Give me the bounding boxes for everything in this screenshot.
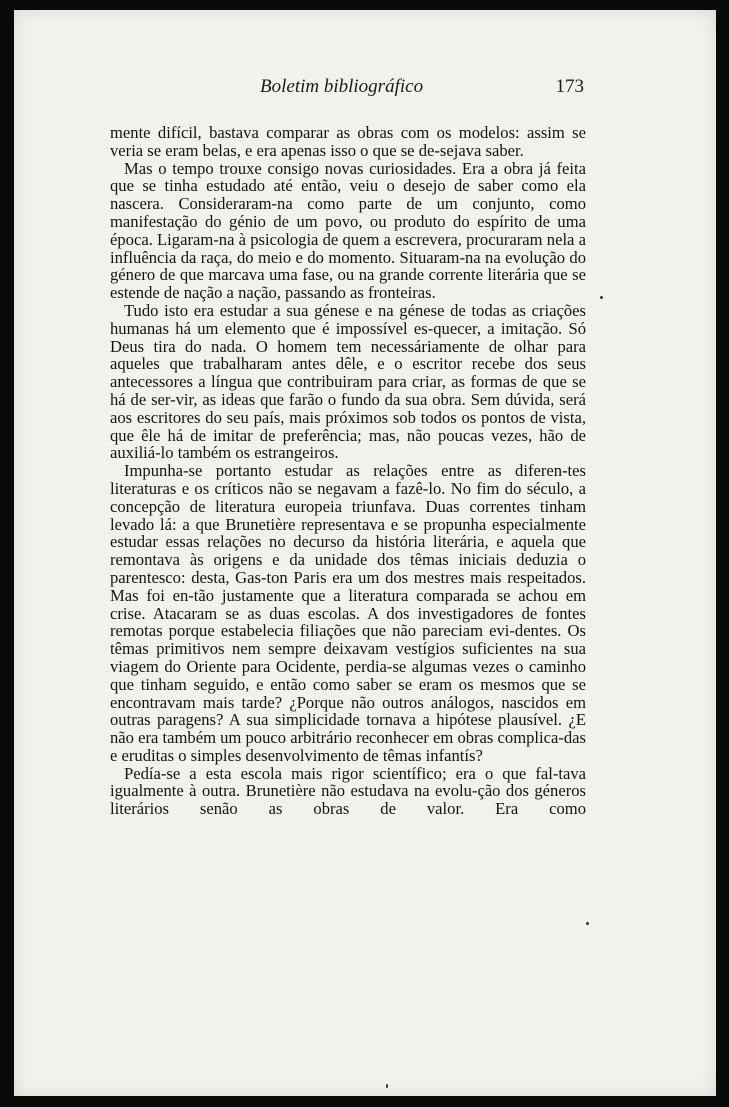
running-title: Boletim bibliográfico [260,76,424,97]
paragraph-2: Mas o tempo trouxe consigo novas curiosidades. Era a obra já feita que se tinha estudado até então, veiu o desejo de saber como ela nascera. Consideraram-na como parte de um conjunto, como manifestação do génio de um povo, ou produto do espírito de uma época. Ligaram-na à psicologia de quem a escrevera, procuraram nela a influência da raça, do meio e do momento. Situaram-na na evolução do género de que marcava uma fase, ou na grande corrente literária que se estende de nação a nação, passando as fronteiras. [110,158,586,303]
book-page [14,10,716,1096]
paper-speck [586,922,589,925]
page-number: 173 [555,76,584,97]
paragraph-5: Pedía-se a esta escola mais rigor scientífico; era o que fal-tava igualmente à outra. Brunetière não estudava na evolu-ção dos géneros literários senão as obras de valor. Era como [110,763,586,819]
paragraph-4: Impunha-se portanto estudar as relações entre as diferen-tes literaturas e os críticos não se negavam a fazê-lo. No fim do século, a concepção de literatura europeia triunfava. Duas correntes tinham levado lá: a que Brunetière representava e se propunha especialmente estudar essas relações no decurso da história literária, e aquela que remontava às origens e da unidade dos têmas iniciais deduzia o parentesco: desta, Gas-ton Paris era um dos mestres mais respeitados. Mas foi en-tão justamente que a literatura comparada se achou em crise. Atacaram se as duas escolas. A dos investigadores de fontes remotas porque estabelecia filiações que não pareciam evi-dentes. Os têmas primitivos nem sempre deixavam vestígios suficientes na sua viagem do Oriente para Ocidente, perdia-se algumas vezes o caminho que tinham seguido, e então como saber se eram os mesmos que se encontravam mais tarde? ¿Porque não outros análogos, nascidos em outras paragens? A sua simplicidade tornava a hipótese plausível. ¿E não era também um pouco arbitrário reconhecer em obras complica-das e eruditas o simples desenvolvimento de têmas infantís? [110,461,586,765]
paragraph-1: mente difícil, bastava comparar as obras com os modelos: assim se veria se eram belas, e era apenas isso o que se de-sejava saber. [110,123,586,160]
paper-speck [386,1084,388,1088]
paper-speck [600,296,603,299]
page-header [110,74,586,104]
paragraph-3: Tudo isto era estudar a sua génese e na génese de todas as criações humanas há um elemento que é impossível es-quecer, a imitação. Só Deus tira do nada. O homem tem necessáriamente de olhar para aqueles que trabalharam antes dêle, e o escritor recebe dos seus antecessores a língua que contribuiram para criar, as formas de que se há de ser-vir, as ideas que farão o fundo da sua obra. Sem dúvida, será aos escritores do seu país, mais próximos sob todos os pontos de vista, que êle há de imitar de preferência; mas, não poucas vezes, hão de auxiliá-lo também os estrangeiros. [110,300,586,463]
body-text [110,124,586,818]
